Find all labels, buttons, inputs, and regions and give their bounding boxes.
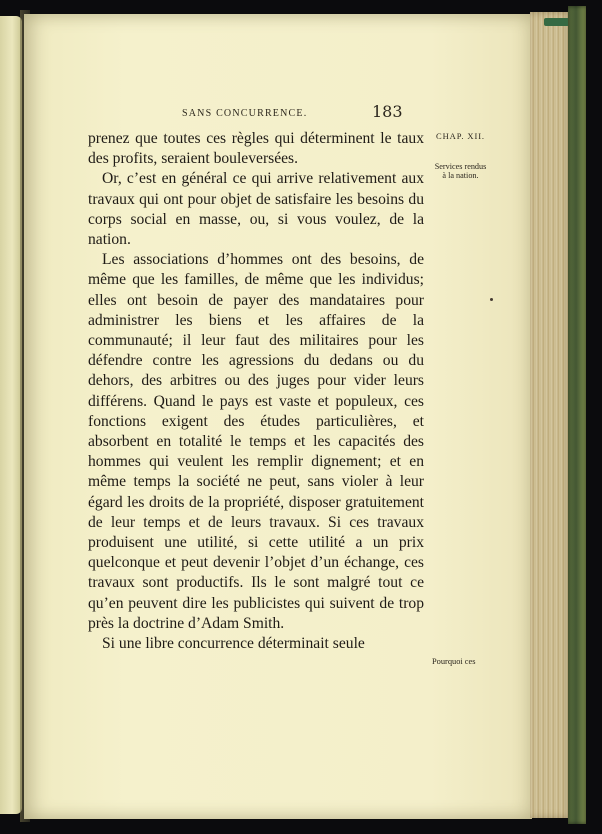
margin-note-services: Services rendus à la nation. xyxy=(434,162,487,181)
running-head: SANS CONCURRENCE. xyxy=(182,108,308,119)
paragraph: Les associations d’hommes ont des besoins, de même que les familles, de même que les individus; elles ont besoin de payer des mandataires pour administrer les biens et les affaires de la communauté; il leur faut des militaires pour les défendre contre les agressions du dedans ou du dehors, des arbitres ou des juges pour vider leurs différens. Quand le pays est vaste et populeux, ces fonctions exigent des études particulières, et absorbent en totalité le temps et les capacités des hommes qui veulent les remplir dignement; et en même temps la société ne peut, sans violer à leur égard les droits de la propriété, disposer gratuitement de leur temps et de leurs travaux. Si ces travaux produisent une utilité, si cette utilité a un prix quelconque et peut devenir l’objet d’un échange, ces travaux sont productifs. Ils le sont malgré tout ce qu’en peuvent dire les publicistes qui suivent de trop près la doctrine d’Adam Smith. xyxy=(88,251,424,632)
paragraph-continuation: prenez que toutes ces règles qui déterminent le taux des profits, seraient bouleversées. xyxy=(88,130,424,168)
paragraph: Or, c’est en général ce qui arrive relativement aux travaux qui ont pour objet de satisfaire les besoins du corps social en masse, ou, si vous voulez, de la nation. xyxy=(88,170,424,249)
main-text-block xyxy=(88,129,424,654)
page-number: 183 xyxy=(372,102,403,121)
book-cover-edge xyxy=(568,6,586,824)
left-page-edge xyxy=(0,16,22,814)
page-header xyxy=(24,102,436,124)
page-edges xyxy=(530,12,572,818)
chapter-label: CHAP. XII. xyxy=(436,131,485,141)
margin-notes xyxy=(433,132,488,181)
paragraph: Si une libre concurrence déterminait seule xyxy=(102,635,365,653)
ink-dot xyxy=(490,298,493,301)
right-page xyxy=(24,14,532,819)
margin-note-pourquoi: Pourquoi ces xyxy=(432,657,476,666)
